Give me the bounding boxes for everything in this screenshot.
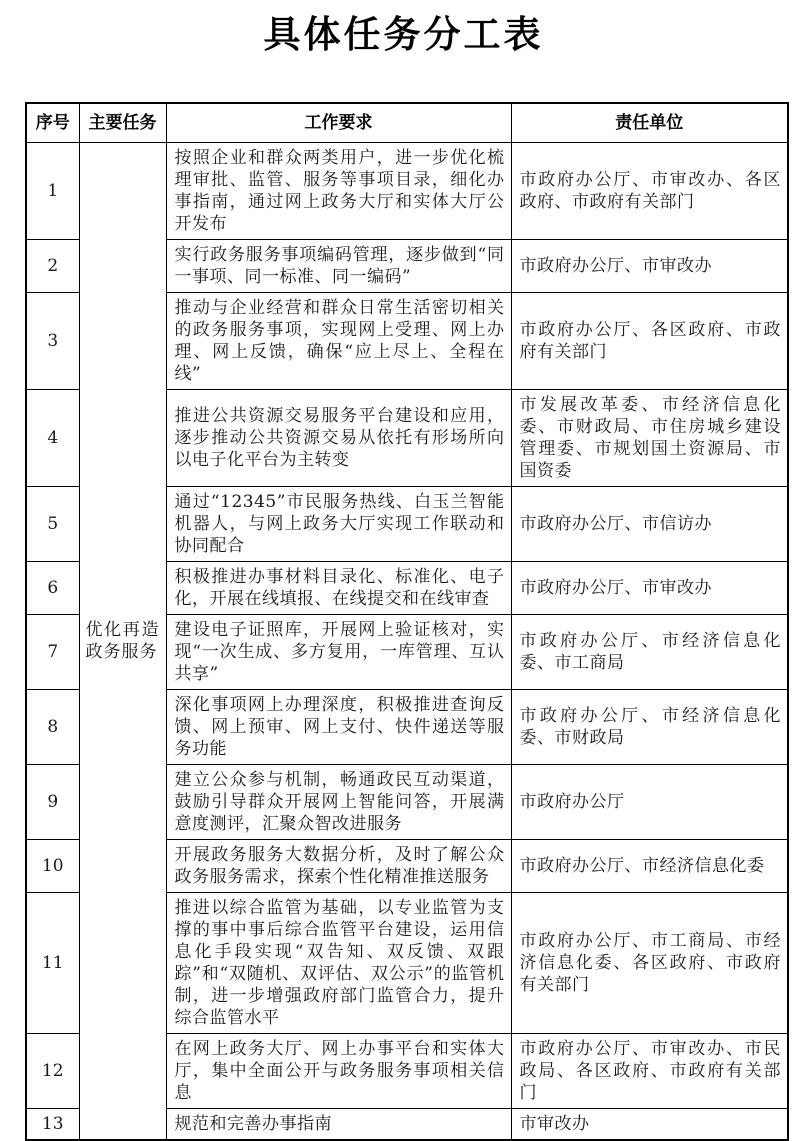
work-requirement-cell: 开展政务服务大数据分析，及时了解公众政务服务需求，探索个性化精准推送服务 (166, 840, 511, 893)
responsible-unit-cell: 市政府办公厅、市审改办、各区政府、市政府有关部门 (511, 143, 788, 240)
row-number-cell: 9 (26, 765, 79, 840)
row-number-cell: 11 (26, 893, 79, 1034)
row-number-cell: 6 (26, 562, 79, 615)
row-number-cell: 3 (26, 293, 79, 390)
row-number-cell: 1 (26, 143, 79, 240)
work-requirement-cell: 积极推进办事材料目录化、标准化、电子化，开展在线填报、在线提交和在线审查 (166, 562, 511, 615)
row-number-cell: 7 (26, 615, 79, 690)
task-table (25, 102, 789, 1141)
row-number-cell: 4 (26, 390, 79, 487)
responsible-unit-cell: 市政府办公厅、市信访办 (511, 487, 788, 562)
responsible-unit-cell: 市政府办公厅、各区政府、市政府有关部门 (511, 293, 788, 390)
responsible-unit-cell: 市发展改革委、市经济信息化委、市财政局、市住房城乡建设管理委、市规划国土资源局、市国资委 (511, 390, 788, 487)
main-task-cell: 优化再造政务服务 (79, 143, 166, 1141)
work-requirement-cell: 在网上政务大厅、网上办事平台和实体大厅，集中全面公开与政务服务事项相关信息 (166, 1034, 511, 1109)
table-header (26, 103, 788, 143)
responsible-unit-cell: 市政府办公厅、市审改办 (511, 562, 788, 615)
row-number-cell: 8 (26, 690, 79, 765)
responsible-unit-cell: 市政府办公厅、市经济信息化委 (511, 840, 788, 893)
responsible-unit-cell: 市政府办公厅、市经济信息化委、市工商局 (511, 615, 788, 690)
work-requirement-cell: 建设电子证照库，开展网上验证核对，实现“一次生成、多方复用，一库管理、互认共享” (166, 615, 511, 690)
responsible-unit-cell: 市政府办公厅 (511, 765, 788, 840)
table-body (26, 143, 788, 1141)
work-requirement-cell: 推进公共资源交易服务平台建设和应用，逐步推动公共资源交易从依托有形场所向以电子化平台为主转变 (166, 390, 511, 487)
col-header-main-task: 主要任务 (79, 103, 166, 143)
row-number-cell: 10 (26, 840, 79, 893)
header-row (26, 103, 788, 143)
responsible-unit-cell: 市政府办公厅、市工商局、市经济信息化委、各区政府、市政府有关部门 (511, 893, 788, 1034)
work-requirement-cell: 按照企业和群众两类用户，进一步优化梳理审批、监管、服务等事项目录，细化办事指南，通过网上政务大厅和实体大厅公开发布 (166, 143, 511, 240)
col-header-responsible-unit: 责任单位 (511, 103, 788, 143)
row-number-cell: 13 (26, 1109, 79, 1141)
work-requirement-cell: 通过“12345”市民服务热线、白玉兰智能机器人，与网上政务大厅实现工作联动和协同配合 (166, 487, 511, 562)
responsible-unit-cell: 市政府办公厅、市经济信息化委、市财政局 (511, 690, 788, 765)
work-requirement-cell: 深化事项网上办理深度，积极推进查询反馈、网上预审、网上支付、快件递送等服务功能 (166, 690, 511, 765)
responsible-unit-cell: 市政府办公厅、市审改办 (511, 240, 788, 293)
responsible-unit-cell: 市审改办 (511, 1109, 788, 1141)
work-requirement-cell: 实行政务服务事项编码管理，逐步做到“同一事项、同一标准、同一编码” (166, 240, 511, 293)
work-requirement-cell: 推动与企业经营和群众日常生活密切相关的政务服务事项，实现网上受理、网上办理、网上反馈，确保“应上尽上、全程在线” (166, 293, 511, 390)
table-row (26, 143, 788, 240)
page-title: 具体任务分工表 (263, 12, 544, 56)
col-header-work-requirement: 工作要求 (166, 103, 511, 143)
work-requirement-cell: 推进以综合监管为基础，以专业监管为支撑的事中事后综合监管平台建设，运用信息化手段实现“双告知、双反馈、双跟踪”和“双随机、双评估、双公示”的监管机制，进一步增强政府部门监管合力，提升综合监管水平 (166, 893, 511, 1034)
work-requirement-cell: 建立公众参与机制，畅通政民互动渠道，鼓励引导群众开展网上智能问答，开展满意度测评，汇聚众智改进服务 (166, 765, 511, 840)
row-number-cell: 2 (26, 240, 79, 293)
responsible-unit-cell: 市政府办公厅、市审改办、市民政局、各区政府、市政府有关部门 (511, 1034, 788, 1109)
row-number-cell: 12 (26, 1034, 79, 1109)
work-requirement-cell: 规范和完善办事指南 (166, 1109, 511, 1141)
row-number-cell: 5 (26, 487, 79, 562)
col-header-no: 序号 (26, 103, 79, 143)
